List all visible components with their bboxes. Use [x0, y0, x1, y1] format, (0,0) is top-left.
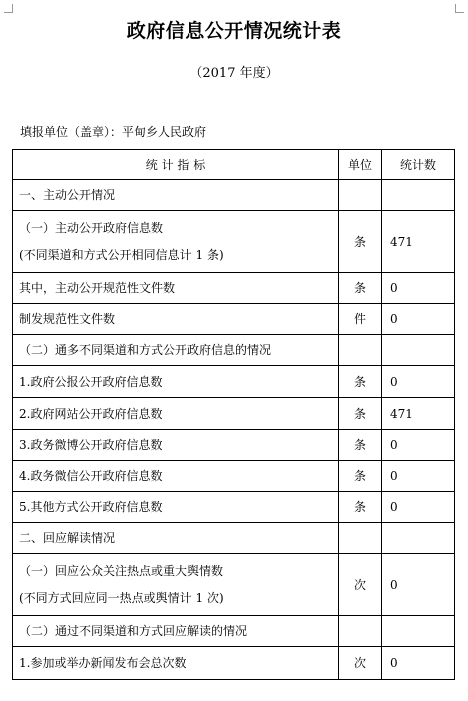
table-row	[13, 211, 455, 273]
row-value: 0	[382, 554, 455, 616]
row-value: 0	[382, 461, 455, 492]
document-title: 政府信息公开情况统计表	[126, 20, 342, 42]
row-indicator: 1.参加或举办新闻发布会总次数	[13, 647, 339, 680]
table-row	[13, 366, 455, 398]
header-count: 统计数	[382, 150, 455, 180]
row-indicator-line2: (不同渠道和方式公开相同信息计 1 条)	[19, 247, 224, 262]
row-value	[382, 335, 455, 366]
statistics-table	[12, 149, 455, 680]
corner-mark-right	[455, 4, 464, 13]
row-unit	[339, 523, 382, 554]
reporting-unit: 填报单位（盖章）：平甸乡人民政府	[20, 125, 207, 139]
row-value	[382, 616, 455, 647]
row-unit	[339, 180, 382, 211]
row-unit: 条	[339, 273, 382, 304]
row-indicator: 二、回应解读情况	[13, 523, 339, 554]
row-indicator-line2: (不同方式回应同一热点或舆情计 1 次)	[19, 590, 224, 605]
row-unit: 次	[339, 554, 382, 616]
row-unit: 件	[339, 304, 382, 335]
row-indicator: （二）通过不同渠道和方式回应解读的情况	[13, 616, 339, 647]
row-indicator: 其中，主动公开规范性文件数	[13, 273, 339, 304]
table-row	[13, 273, 455, 304]
row-value	[382, 180, 455, 211]
row-indicator: 一、主动公开情况	[13, 180, 339, 211]
header-indicator: 统 计 指 标	[13, 150, 339, 180]
table-row	[13, 554, 455, 616]
header-unit: 单位	[339, 150, 382, 180]
row-value: 0	[382, 430, 455, 461]
table-row	[13, 180, 455, 211]
row-indicator	[13, 211, 339, 273]
row-value: 0	[382, 273, 455, 304]
row-value: 0	[382, 304, 455, 335]
row-indicator: 2.政府网站公开政府信息数	[13, 398, 339, 430]
row-value: 0	[382, 492, 455, 523]
row-value: 471	[382, 398, 455, 430]
row-unit: 条	[339, 211, 382, 273]
report-year: （2017 年度）	[189, 66, 279, 81]
table-row	[13, 335, 455, 366]
table-row	[13, 492, 455, 523]
row-value: 0	[382, 366, 455, 398]
row-value: 0	[382, 647, 455, 680]
row-unit: 条	[339, 430, 382, 461]
row-indicator-line1: （一）主动公开政府信息数	[19, 220, 164, 235]
table-row	[13, 461, 455, 492]
row-indicator: （二）通多不同渠道和方式公开政府信息的情况	[13, 335, 339, 366]
row-unit: 条	[339, 461, 382, 492]
row-unit	[339, 616, 382, 647]
table-row	[13, 304, 455, 335]
table-row	[13, 647, 455, 680]
table-row	[13, 523, 455, 554]
row-indicator: 4.政务微信公开政府信息数	[13, 461, 339, 492]
row-unit	[339, 335, 382, 366]
row-value	[382, 523, 455, 554]
row-unit: 条	[339, 492, 382, 523]
row-indicator-line1: （一）回应公众关注热点或重大舆情数	[19, 563, 224, 578]
row-unit: 次	[339, 647, 382, 680]
row-indicator: 制发规范性文件数	[13, 304, 339, 335]
row-unit: 条	[339, 366, 382, 398]
row-indicator: 5.其他方式公开政府信息数	[13, 492, 339, 523]
row-unit: 条	[339, 398, 382, 430]
table-row	[13, 616, 455, 647]
row-indicator: 3.政务微博公开政府信息数	[13, 430, 339, 461]
row-indicator: 1.政府公报公开政府信息数	[13, 366, 339, 398]
row-value: 471	[382, 211, 455, 273]
table-header-row	[13, 150, 455, 180]
row-indicator	[13, 554, 339, 616]
table-row	[13, 430, 455, 461]
table-row	[13, 398, 455, 430]
corner-mark-left	[4, 4, 13, 13]
